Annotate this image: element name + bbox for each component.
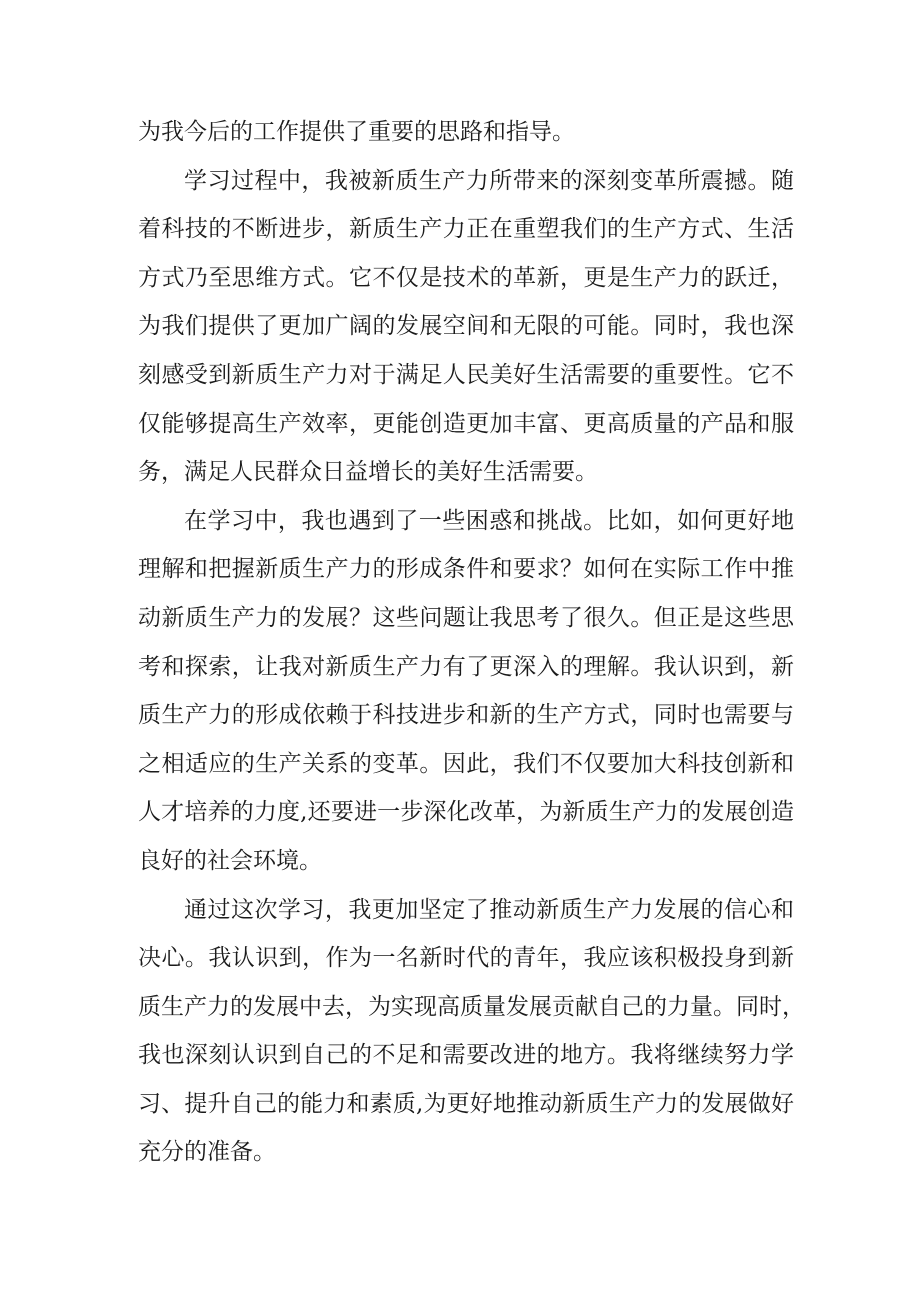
document-body — [138, 108, 805, 1177]
text-line: 着科技的不断进步，新质生产力正在重塑我们的生产方式、生活 — [138, 216, 794, 243]
text-line: 仅能够提高生产效率，更能创造更加丰富、更高质量的产品和服 — [138, 410, 794, 437]
text-line: 人才培养的力度,还要进一步深化改革，为新质生产力的发展创造 — [138, 799, 794, 826]
paragraph-challenges — [138, 497, 794, 886]
text-line: 通过这次学习，我更加坚定了推动新质生产力发展的信心和 — [184, 896, 794, 923]
text-line: 质生产力的发展中去，为实现高质量发展贡献自己的力量。同时， — [138, 993, 805, 1020]
text-line: 刻感受到新质生产力对于满足人民美好生活需要的重要性。它不 — [138, 361, 794, 388]
text-line: 决心。我认识到，作为一名新时代的青年，我应该积极投身到新 — [138, 945, 794, 972]
paragraph-conclusion — [138, 886, 805, 1178]
text-line: 之相适应的生产关系的变革。因此，我们不仅要加大科技创新和 — [138, 750, 794, 777]
paragraph-continuation — [138, 108, 794, 157]
text-line: 质生产力的形成依赖于科技进步和新的生产方式，同时也需要与 — [138, 702, 794, 729]
text-line: 为我今后的工作提供了重要的思路和指导。 — [138, 119, 575, 145]
text-line: 考和探索，让我对新质生产力有了更深入的理解。我认识到，新 — [138, 653, 794, 680]
paragraph-learning-process — [138, 157, 794, 497]
text-line: 方式乃至思维方式。它不仅是技术的革新，更是生产力的跃迁， — [138, 264, 794, 291]
text-line: 理解和把握新质生产力的形成条件和要求？如何在实际工作中推 — [138, 556, 794, 583]
text-line: 为我们提供了更加广阔的发展空间和无限的可能。同时，我也深 — [138, 313, 794, 340]
text-line: 务，满足人民群众日益增长的美好生活需要。 — [138, 459, 598, 486]
text-line: 学习过程中，我被新质生产力所带来的深刻变革所震撼。随 — [184, 167, 794, 194]
text-line: 良好的社会环境。 — [138, 847, 322, 874]
text-line: 我也深刻认识到自己的不足和需要改进的地方。我将继续努力学 — [138, 1042, 794, 1069]
text-line: 充分的准备。 — [138, 1139, 276, 1166]
text-line: 习、提升自己的能力和素质,为更好地推动新质生产力的发展做好 — [138, 1090, 794, 1117]
text-line: 动新质生产力的发展？这些问题让我思考了很久。但正是这些思 — [138, 604, 794, 631]
text-line: 在学习中，我也遇到了一些困惑和挑战。比如，如何更好地 — [184, 507, 794, 534]
